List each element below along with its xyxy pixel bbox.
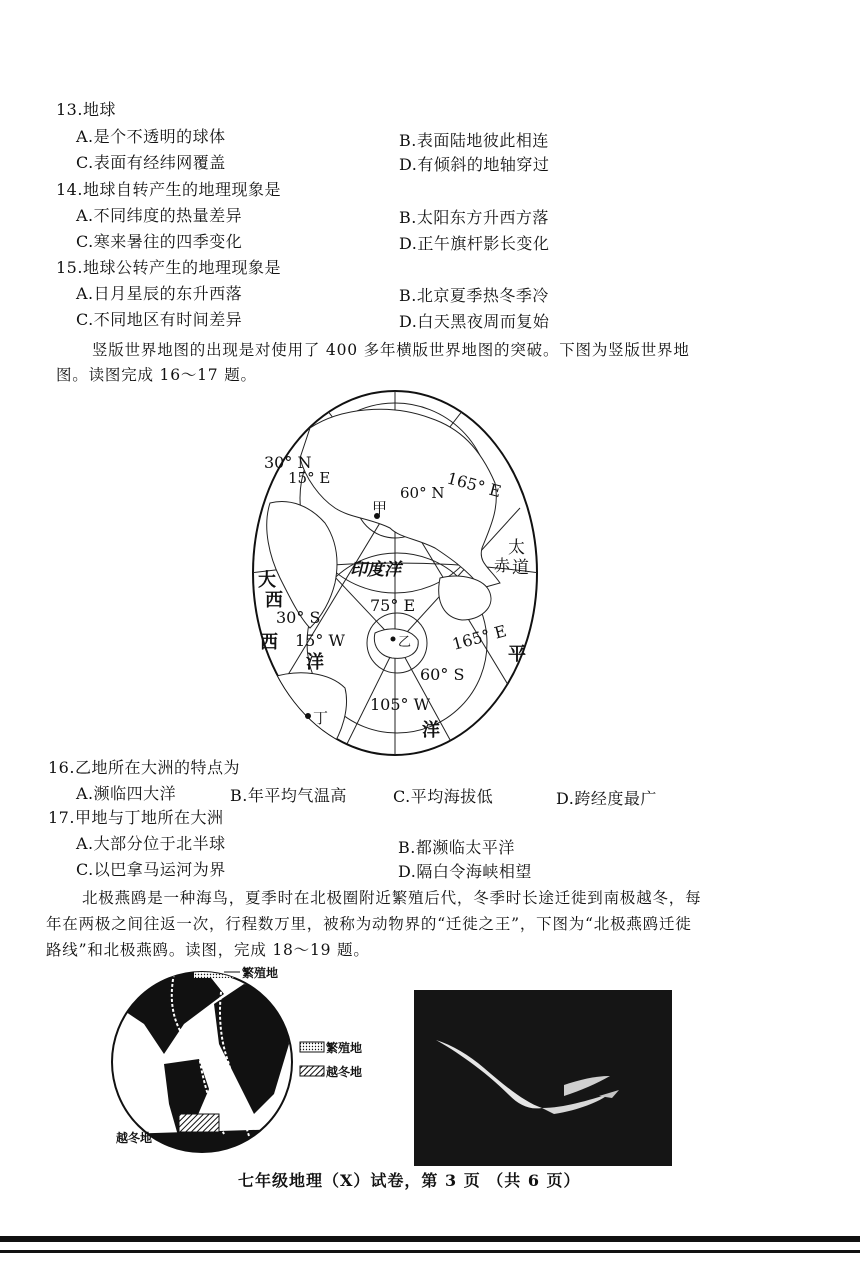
- label-yang-1: 洋: [306, 652, 324, 673]
- label-yang-2: 洋: [422, 720, 440, 741]
- tern-migration-route-map: [104, 964, 394, 1154]
- page-footer: 七年级地理（X）试卷，第 3 页 （共 6 页）: [238, 1171, 581, 1190]
- question-17-option-c: C.以巴拿马运河为界: [76, 860, 226, 879]
- question-15-option-d: D.白天黑夜周而复始: [399, 312, 550, 331]
- arctic-tern-silhouette: [414, 990, 672, 1166]
- question-17-stem: 17.甲地与丁地所在大洲: [48, 808, 224, 827]
- question-15-option-b: B.北京夏季热冬季冷: [399, 286, 549, 305]
- intro-16-17-line-1: 竖版世界地图的出现是对使用了 400 多年横版世界地图的突破。下图为竖版世界地: [92, 341, 690, 359]
- label-30s: 30° S: [276, 608, 321, 627]
- question-15-option-c: C.不同地区有时间差异: [76, 310, 243, 329]
- question-14-option-d: D.正午旗杆影长变化: [399, 234, 550, 253]
- question-16-option-b: B.年平均气温高: [230, 786, 347, 805]
- question-17-option-d: D.隔白令海峡相望: [398, 862, 532, 881]
- question-16-option-a: A.濒临四大洋: [76, 784, 177, 803]
- label-ding: 丁: [313, 709, 329, 727]
- label-xi-1: 西: [265, 590, 283, 611]
- question-15-option-a: A.日月星辰的东升西落: [76, 284, 243, 303]
- legend-breeding-label: 繁殖地: [326, 1041, 363, 1055]
- label-60s: 60° S: [420, 665, 465, 684]
- breeding-area-dots: [194, 968, 234, 978]
- label-xi-2: 西: [260, 632, 278, 653]
- question-16-option-c: C.平均海拔低: [393, 787, 494, 806]
- label-yi: 乙: [398, 635, 412, 650]
- vertical-world-map: [250, 388, 540, 758]
- label-ping: 平: [508, 644, 526, 665]
- point-yi-marker: [391, 637, 396, 642]
- label-75e: 75° E: [370, 596, 416, 615]
- question-14-option-a: A.不同纬度的热量差异: [76, 206, 243, 225]
- question-17-option-b: B.都濒临太平洋: [398, 838, 515, 857]
- label-105w: 105° W: [370, 695, 431, 714]
- question-14-stem: 14.地球自转产生的地理现象是: [56, 180, 281, 199]
- migration-map-svg: [104, 964, 394, 1154]
- question-15-stem: 15.地球公转产生的地理现象是: [56, 258, 281, 277]
- label-breeding-top: 繁殖地: [242, 966, 279, 980]
- intro-18-19-line-2: 年在两极之间往返一次，行程数万里，被称为动物界的“迁徙之王”，下图为“北极燕鸥迁徙: [46, 915, 692, 933]
- label-30n: 30° N: [264, 453, 312, 472]
- legend-breeding-swatch: [300, 1042, 324, 1052]
- question-13-stem: 13.地球: [56, 100, 116, 119]
- question-13-option-a: A.是个不透明的球体: [76, 127, 226, 146]
- label-60n: 60° N: [400, 484, 445, 502]
- scan-edge-bottom-2: [0, 1250, 860, 1253]
- label-tai: 太: [508, 538, 525, 558]
- label-165e-top: 165° E: [444, 468, 504, 502]
- label-wintering-bottom: 越冬地: [116, 1131, 153, 1145]
- question-17-option-a: A.大部分位于北半球: [76, 834, 226, 853]
- arctic-tern-photo: [414, 990, 672, 1166]
- legend-wintering-label: 越冬地: [326, 1065, 363, 1079]
- label-da: 大: [258, 570, 276, 591]
- label-15w: 15° W: [295, 631, 345, 650]
- question-13-option-d: D.有倾斜的地轴穿过: [399, 155, 550, 174]
- legend-wintering-swatch: [300, 1066, 324, 1076]
- question-16-option-d: D.跨经度最广: [556, 789, 657, 808]
- intro-18-19-line-3: 路线”和北极燕鸥。读图，完成 18～19 题。: [46, 941, 370, 959]
- point-ding-marker: [305, 713, 311, 719]
- label-15e: 15° E: [288, 469, 331, 487]
- question-16-stem: 16.乙地所在大洲的特点为: [48, 758, 240, 777]
- vertical-world-map-svg: [250, 388, 540, 758]
- intro-16-17-line-2: 图。读图完成 16～17 题。: [56, 366, 257, 384]
- label-chi: 赤: [494, 556, 511, 575]
- scan-edge-bottom: [0, 1236, 860, 1242]
- intro-18-19-line-1: 北极燕鸥是一种海鸟，夏季时在北极圈附近繁殖后代，冬季时长途迁徙到南极越冬，每: [82, 889, 702, 907]
- label-jia: 甲: [372, 499, 388, 517]
- wintering-area-hatch: [179, 1114, 219, 1132]
- question-14-option-b: B.太阳东方升西方落: [399, 208, 549, 227]
- question-13-option-c: C.表面有经纬网覆盖: [76, 153, 226, 172]
- label-165e-bottom: 165° E: [450, 621, 509, 654]
- question-14-option-c: C.寒来暑往的四季变化: [76, 232, 243, 251]
- label-dao: 道: [512, 558, 529, 578]
- label-indian-ocean: 印度洋: [350, 560, 401, 580]
- question-13-option-b: B.表面陆地彼此相连: [399, 131, 549, 150]
